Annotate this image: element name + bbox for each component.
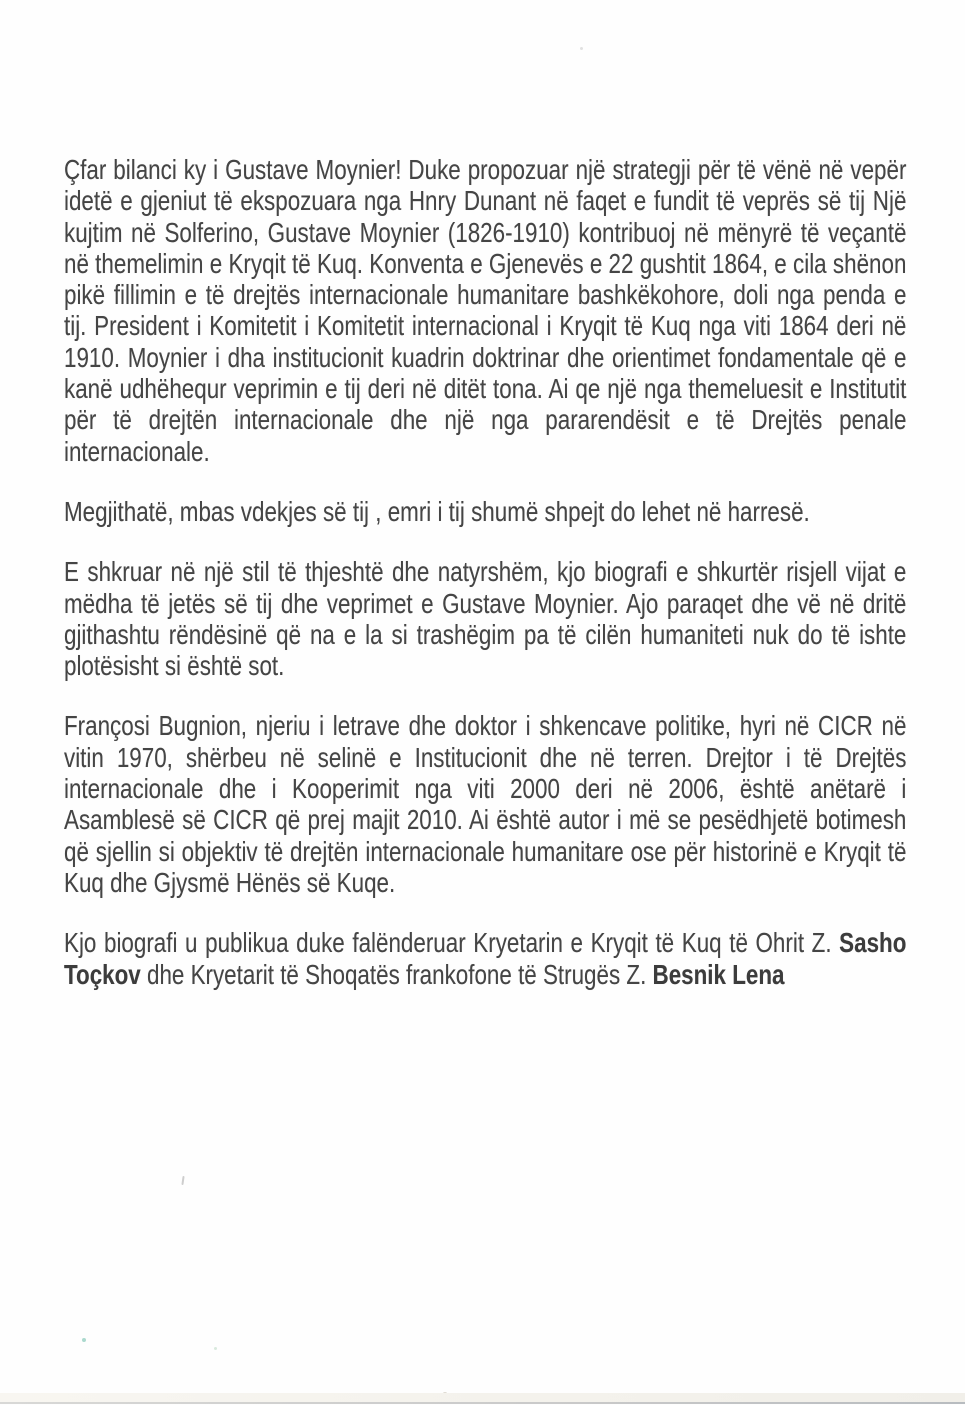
paragraph: [64, 927, 906, 990]
text-run-bold: Sasho Toçkov: [64, 927, 907, 990]
text-run: dhe Kryetarit të Shoqatës frankofone të Strugës Z.: [140, 958, 653, 990]
text-run: E shkruar në një stil të thjeshtë dhe natyrshëm, kjo biografi e shkurtër risjell vijat e mëdha të jetës së tij dhe veprimet e Gustave Moynier. Ajo paraqet dhe vë në dritë gjithashtu rëndësinë që na e la si trashëgim pa të cilën humaniteti nuk do të ishte plotësisht si është sot.: [64, 556, 907, 682]
scan-speck: [214, 1347, 217, 1350]
text-run: Françosi Bugnion, njeriu i letrave dhe doktor i shkencave politike, hyri në CICR në vitin 1970, shërbeu në selinë e Institucionit dhe në terren. Drejtor i të Drejtës internacionale dhe i Kooperimit nga viti 2000 deri në 2006, është anëtarë i Asamblesë së CICR që prej majit 2010. Ai është autor i më se pesëdhjetë botimesh që sjellin si objektiv të drejtën internacionale humanitare ose për historinë e Kryqit të Kuq dhe Gjysmë Hënës së Kuqe.: [64, 710, 907, 898]
text-block: [64, 154, 906, 1019]
text-run: Çfar bilanci ky i Gustave Moynier! Duke propozuar një strategji për të vënë në vepër idetë e gjeniut të ekspozuara nga Hnry Dunant në faqet e fundit të veprës së tij Një kujtim në Solferino, Gustave Moynier (1826-1910) kontribuoj në mënyrë të veçantë në themelimin e Kryqit të Kuq. Konventa e Gjenevës e 22 gushtit 1864, e cila shënon pikë fillimin e të drejtës internacionale humanitare bashkëkohore, doli nga penda e tij. President i Komitetit i Komitetit internacional i Kryqit të Kuq nga viti 1864 deri në 1910. Moynier i dha institucionit kuadrin doktrinar dhe orientimet fondamentale që e kanë udhëhequr veprimin e tij deri në ditët tona. Ai qe një nga themeluesit e Institutit për të drejtën internacionale dhe një nga pararendësit e të Drejtës penale internacionale.: [64, 154, 907, 467]
paragraph: [64, 556, 906, 681]
text-run-bold: Besnik Lena: [652, 958, 785, 990]
text-run: Kjo biografi u publikua duke falënderuar Kryetarin e Kryqit të Kuq të Ohrit Z.: [64, 927, 840, 959]
text-run: Megjithatë, mbas vdekjes së tij , emri i tij shumë shpejt do lehet në harresë.: [64, 495, 810, 527]
scan-edge-shadow: [0, 1393, 965, 1402]
scan-edge-line: [0, 1402, 965, 1404]
scan-mark: [181, 1176, 184, 1185]
scan-speck: [580, 47, 583, 50]
paragraph: [64, 496, 906, 527]
scan-speck: [82, 1338, 86, 1342]
paragraph: [64, 154, 906, 467]
paragraph: [64, 710, 906, 898]
